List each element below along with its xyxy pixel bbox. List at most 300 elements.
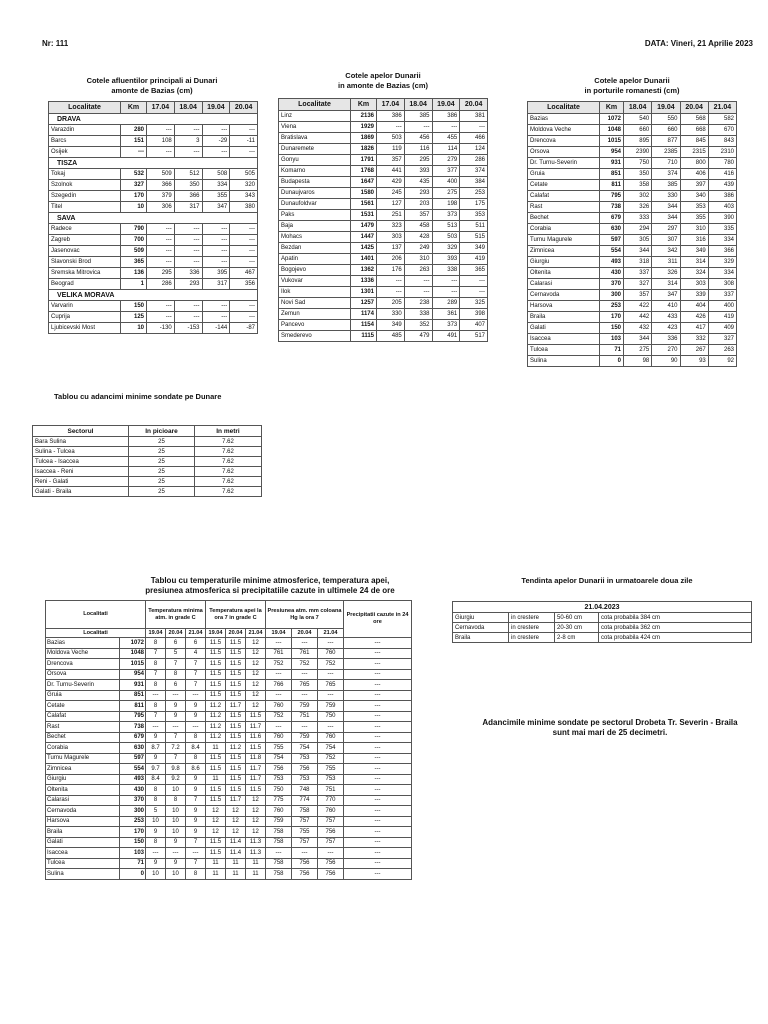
porturi-localitate: Moldova Veche (528, 125, 600, 136)
temp-value: 8 (166, 795, 186, 806)
temp-value: 11.5 (226, 690, 246, 701)
temp-value: 8.7 (146, 743, 166, 754)
afluenti-value: 295 (147, 268, 175, 279)
afluenti-value: -87 (230, 323, 258, 334)
amonte-value: 377 (432, 166, 460, 177)
porturi-value: 329 (708, 257, 736, 268)
amonte-value: 325 (460, 298, 488, 309)
temp-value: --- (344, 648, 412, 659)
afluenti-value: 505 (230, 169, 258, 180)
temp-value: 12 (226, 806, 246, 817)
porturi-value: 355 (680, 213, 708, 224)
porturi-value: 307 (652, 235, 680, 246)
amonte-value: 293 (404, 188, 432, 199)
temp-value: 759 (266, 816, 292, 827)
amonte-value: 384 (460, 177, 488, 188)
temp-localitate: Cernavoda (46, 806, 120, 817)
adancimi-title: Tablou cu adancimi minime sondate pe Dunare (54, 392, 222, 401)
amonte-km: 1869 (351, 133, 377, 144)
temp-value: 7 (186, 669, 206, 680)
porturi-value: 344 (652, 213, 680, 224)
porturi-value: 335 (708, 224, 736, 235)
porturi-value: 349 (680, 246, 708, 257)
temp-value: --- (186, 722, 206, 733)
temp-value: 9 (146, 827, 166, 838)
temp-localitate: Dr. Turnu-Severin (46, 680, 120, 691)
amonte-localitate: Smederevo (279, 331, 351, 342)
amonte-col-header: 17.04 (377, 99, 405, 111)
porturi-value: 330 (652, 191, 680, 202)
temp-value: 7 (166, 732, 186, 743)
afluenti-row (49, 136, 258, 147)
porturi-km: 170 (600, 312, 624, 323)
amonte-value: 310 (404, 254, 432, 265)
temp-value: 752 (318, 753, 344, 764)
afluenti-localitate: Szegedín (49, 191, 121, 202)
temp-value: --- (266, 690, 292, 701)
porturi-value: 263 (708, 345, 736, 356)
amonte-value: 393 (432, 254, 460, 265)
temp-value: --- (344, 659, 412, 670)
afluenti-value: --- (230, 147, 258, 158)
porturi-value: 326 (652, 268, 680, 279)
porturi-km: 253 (600, 301, 624, 312)
porturi-col-header: Km (600, 102, 624, 114)
adancimi-value: 25 (129, 447, 195, 457)
tendinta-localitate: Giurgiu (453, 613, 509, 623)
afluenti-value: --- (230, 235, 258, 246)
temp-value: 6 (186, 638, 206, 649)
temp-value: 10 (146, 816, 166, 827)
temp-value: 11.5 (226, 711, 246, 722)
porturi-value: 334 (708, 235, 736, 246)
porturi-value: 332 (680, 334, 708, 345)
porturi-value: 90 (652, 356, 680, 367)
afluenti-col-header: Km (121, 102, 147, 114)
temp-value: 11.5 (226, 659, 246, 670)
temp-value: 756 (318, 869, 344, 880)
temp-value: --- (344, 806, 412, 817)
porturi-km: 1048 (600, 125, 624, 136)
temp-value: 9 (146, 753, 166, 764)
porturi-value: 439 (708, 180, 736, 191)
porturi-value: 324 (680, 268, 708, 279)
temp-value: 754 (266, 753, 292, 764)
temp-row (46, 764, 412, 775)
temp-value: --- (292, 669, 318, 680)
porturi-value: 422 (624, 301, 652, 312)
afluenti-row (49, 169, 258, 180)
porturi-localitate: Zimnicea (528, 246, 600, 257)
afluenti-value: --- (202, 125, 230, 136)
afluenti-col-header: 18.04 (174, 102, 202, 114)
amonte-km: 1362 (351, 265, 377, 276)
adancimi-sector: Isaccea - Reni (33, 467, 129, 477)
porturi-col-header: 18.04 (624, 102, 652, 114)
temp-km: 253 (120, 816, 146, 827)
tendinta-delta: 2-8 cm (555, 633, 599, 643)
amonte-value: 275 (432, 188, 460, 199)
porturi-value: 406 (680, 169, 708, 180)
temp-localitate: Bazias (46, 638, 120, 649)
adancimi-table (32, 425, 262, 497)
afluenti-localitate: Varvarin (49, 301, 121, 312)
temp-row (46, 827, 412, 838)
temp-km: 738 (120, 722, 146, 733)
temp-km: 795 (120, 711, 146, 722)
temp-value: --- (292, 848, 318, 859)
afluenti-value: -11 (230, 136, 258, 147)
adancimi-value: 7.62 (195, 437, 262, 447)
porturi-value: 400 (708, 301, 736, 312)
afluenti-value: 286 (147, 279, 175, 290)
temp-value: 775 (266, 795, 292, 806)
amonte-title: Cotele apelor Dunarii in amonte de Bazias (cm) (337, 71, 429, 90)
porturi-row (528, 202, 737, 213)
tendinta-delta: 50-60 cm (555, 613, 599, 623)
afluenti-value: 356 (230, 279, 258, 290)
temp-value: 8 (146, 638, 166, 649)
temp-km: 1072 (120, 638, 146, 649)
temp-value: --- (344, 848, 412, 859)
porturi-km: 931 (600, 158, 624, 169)
amonte-km: 1447 (351, 232, 377, 243)
amonte-localitate: Novi Sad (279, 298, 351, 309)
amonte-localitate: Dunaremete (279, 144, 351, 155)
afluenti-title: Cotele afluentilor principali ai Dunari amonte de Bazias (cm) (86, 76, 218, 95)
temp-value: 8 (146, 680, 166, 691)
afluenti-value: --- (202, 246, 230, 257)
temp-value: 11.5 (206, 753, 226, 764)
temp-row (46, 669, 412, 680)
amonte-value: 357 (377, 155, 405, 166)
porturi-row (528, 114, 737, 125)
amonte-value: 511 (460, 221, 488, 232)
amonte-localitate: Budapesta (279, 177, 351, 188)
porturi-value: 294 (624, 224, 652, 235)
porturi-value: 550 (652, 114, 680, 125)
temp-value: --- (266, 638, 292, 649)
amonte-col-header: Km (351, 99, 377, 111)
afluenti-km: 700 (121, 235, 147, 246)
porturi-localitate: Drencova (528, 136, 600, 147)
temp-value: 760 (318, 732, 344, 743)
temp-value: --- (146, 848, 166, 859)
temp-row (46, 648, 412, 659)
adancimi-value: 25 (129, 487, 195, 497)
porturi-localitate: Orsova (528, 147, 600, 158)
amonte-km: 1826 (351, 144, 377, 155)
temp-km: 1048 (120, 648, 146, 659)
afluenti-value: 320 (230, 180, 258, 191)
porturi-value: 334 (708, 268, 736, 279)
temp-localitate: Orsova (46, 669, 120, 680)
porturi-localitate: Galati (528, 323, 600, 334)
temp-value: 750 (266, 785, 292, 796)
porturi-row (528, 224, 737, 235)
afluenti-km: 1 (121, 279, 147, 290)
tendinta-trend: in crestere (509, 633, 555, 643)
temp-value: 9 (146, 858, 166, 869)
amonte-row (279, 166, 488, 177)
afluenti-value: --- (230, 301, 258, 312)
porturi-localitate: Harsova (528, 301, 600, 312)
adancimi-col-header: In picioare (129, 426, 195, 437)
temp-value: 759 (292, 701, 318, 712)
amonte-value: 386 (432, 111, 460, 122)
porturi-km: 851 (600, 169, 624, 180)
porturi-value: 568 (680, 114, 708, 125)
porturi-km: 0 (600, 356, 624, 367)
temp-localitate: Isaccea (46, 848, 120, 859)
temp-km: 0 (120, 869, 146, 880)
temp-value: --- (344, 816, 412, 827)
amonte-km: 1768 (351, 166, 377, 177)
temp-value: 8 (146, 701, 166, 712)
amonte-value: 349 (460, 243, 488, 254)
afluenti-localitate: Titel (49, 202, 121, 213)
amonte-value: 515 (460, 232, 488, 243)
amonte-km: 1257 (351, 298, 377, 309)
porturi-value: 750 (624, 158, 652, 169)
afluenti-localitate: Cuprija (49, 312, 121, 323)
temp-row (46, 711, 412, 722)
temp-date-header: 19.04 (266, 629, 292, 638)
porturi-value: 318 (624, 257, 652, 268)
temp-value: 752 (318, 659, 344, 670)
temp-value: 8 (186, 753, 206, 764)
temp-value: 12 (246, 680, 266, 691)
temp-value: --- (186, 848, 206, 859)
temp-value: 8 (186, 732, 206, 743)
temp-value: 10 (166, 785, 186, 796)
amonte-value: --- (377, 276, 405, 287)
porturi-value: 397 (680, 180, 708, 191)
afluenti-value: --- (174, 301, 202, 312)
amonte-value: 400 (432, 177, 460, 188)
amonte-row (279, 243, 488, 254)
temp-row (46, 816, 412, 827)
amonte-value: 238 (404, 298, 432, 309)
afluenti-localitate: Slavonski Brod (49, 257, 121, 268)
temp-value: 758 (266, 858, 292, 869)
temp-value: --- (344, 701, 412, 712)
adancimi-row (33, 437, 262, 447)
adancimi-row (33, 487, 262, 497)
amonte-localitate: Pancevo (279, 320, 351, 331)
afluenti-value: --- (202, 224, 230, 235)
afluenti-km: 790 (121, 224, 147, 235)
temp-value: 12 (246, 669, 266, 680)
temp-value: 758 (266, 837, 292, 848)
amonte-value: --- (404, 287, 432, 298)
temp-value: 11.7 (246, 722, 266, 733)
temp-value: 11.5 (206, 795, 226, 806)
afluenti-localitate: Tokaj (49, 169, 121, 180)
temp-value: --- (166, 722, 186, 733)
temp-km: 430 (120, 785, 146, 796)
temp-row (46, 869, 412, 880)
porturi-localitate: Bazias (528, 114, 600, 125)
amonte-value: --- (377, 122, 405, 133)
afluenti-localitate: Barcs (49, 136, 121, 147)
temp-localitate: Corabia (46, 743, 120, 754)
amonte-value: 393 (404, 166, 432, 177)
temp-value: 5 (166, 648, 186, 659)
afluenti-group-name: VELIKA MORAVA (49, 290, 258, 301)
temp-value: 760 (266, 806, 292, 817)
temp-value: 11.2 (206, 711, 226, 722)
temp-value: 7 (166, 753, 186, 764)
porturi-value: 344 (652, 202, 680, 213)
temp-value: 11.5 (206, 638, 226, 649)
temp-value: --- (344, 837, 412, 848)
temp-value: 6 (166, 638, 186, 649)
amonte-value: 398 (460, 309, 488, 320)
amonte-value: 176 (377, 265, 405, 276)
afluenti-row (49, 323, 258, 334)
temp-km: 679 (120, 732, 146, 743)
porturi-title: Cotele apelor Dunarii in porturile romanesti (cm) (584, 76, 680, 95)
porturi-value: 410 (652, 301, 680, 312)
porturi-row (528, 323, 737, 334)
temp-localitate: Gruia (46, 690, 120, 701)
temp-value: --- (318, 669, 344, 680)
afluenti-km: 151 (121, 136, 147, 147)
porturi-value: 2315 (680, 147, 708, 158)
afluenti-localitate: Zagreb (49, 235, 121, 246)
afluenti-value: --- (174, 246, 202, 257)
afluenti-localitate: Ljubicevski Most (49, 323, 121, 334)
amonte-value: 253 (460, 188, 488, 199)
afluenti-group-row (49, 290, 258, 301)
amonte-value: 205 (377, 298, 405, 309)
temp-value: 11.5 (206, 837, 226, 848)
temp-value: 750 (318, 711, 344, 722)
afluenti-value: 350 (174, 180, 202, 191)
temp-value: 752 (266, 659, 292, 670)
amonte-km: 1647 (351, 177, 377, 188)
temp-value: 9 (186, 774, 206, 785)
porturi-col-header: 19.04 (652, 102, 680, 114)
temp-value: 11 (206, 743, 226, 754)
porturi-value: 344 (624, 334, 652, 345)
temp-value: 757 (292, 837, 318, 848)
afluenti-row (49, 246, 258, 257)
temp-value: 12 (226, 827, 246, 838)
temp-localitate: Giurgiu (46, 774, 120, 785)
temp-value: 11.5 (206, 785, 226, 796)
amonte-value: 119 (377, 144, 405, 155)
porturi-row (528, 301, 737, 312)
amonte-km: 1115 (351, 331, 377, 342)
temperaturi-title: Tablou cu temperaturile minime atmosferice, temperatura apei, presiunea atmosferica si precipitatiile cazute in ultimele 24 de ore (145, 576, 395, 595)
amonte-row (279, 276, 488, 287)
amonte-localitate: Dunaujvaros (279, 188, 351, 199)
temp-value: 752 (266, 711, 292, 722)
amonte-value: 357 (404, 210, 432, 221)
amonte-localitate: Ilok (279, 287, 351, 298)
porturi-value: 800 (680, 158, 708, 169)
amonte-km: 1154 (351, 320, 377, 331)
temp-value: 9 (186, 827, 206, 838)
temp-value: --- (166, 848, 186, 859)
afluenti-value: --- (147, 125, 175, 136)
temp-value: 11.2 (206, 732, 226, 743)
adancimi-col-header: In metri (195, 426, 262, 437)
amonte-km: 2136 (351, 111, 377, 122)
temp-value: 758 (292, 806, 318, 817)
porturi-row (528, 345, 737, 356)
afluenti-col-header: 20.04 (230, 102, 258, 114)
temp-row (46, 858, 412, 869)
temp-value: 755 (292, 827, 318, 838)
afluenti-km: 150 (121, 301, 147, 312)
amonte-value: 175 (460, 199, 488, 210)
afluenti-value: 343 (230, 191, 258, 202)
temp-value: 11.5 (226, 648, 246, 659)
porturi-value: 417 (680, 323, 708, 334)
temp-value: 757 (318, 837, 344, 848)
amonte-row (279, 144, 488, 155)
temp-value: 761 (266, 648, 292, 659)
afluenti-localitate: Varazdin (49, 125, 121, 136)
temp-value: 11.7 (246, 774, 266, 785)
temp-km: 493 (120, 774, 146, 785)
temp-value: 11.4 (226, 837, 246, 848)
porturi-col-header: 21.04 (708, 102, 736, 114)
porturi-localitate: Giurgiu (528, 257, 600, 268)
temp-value: 748 (292, 785, 318, 796)
temp-value: 11.5 (246, 711, 266, 722)
temp-date-header: 21.04 (318, 629, 344, 638)
tendinta-row (453, 633, 752, 643)
afluenti-col-header: Localitate (49, 102, 121, 114)
temp-value: 11.2 (206, 722, 226, 733)
porturi-km: 738 (600, 202, 624, 213)
amonte-value: --- (460, 122, 488, 133)
temp-value: 753 (292, 753, 318, 764)
amonte-row (279, 210, 488, 221)
amonte-value: 323 (377, 221, 405, 232)
afluenti-km: 532 (121, 169, 147, 180)
temp-localitate: Drencova (46, 659, 120, 670)
temp-km: 150 (120, 837, 146, 848)
porturi-value: 337 (708, 290, 736, 301)
temp-km: 931 (120, 680, 146, 691)
temp-value: 12 (246, 806, 266, 817)
porturi-localitate: Corabia (528, 224, 600, 235)
amonte-value: 517 (460, 331, 488, 342)
temp-value: --- (344, 827, 412, 838)
temp-value: 751 (318, 785, 344, 796)
temp-value: 11.3 (246, 848, 266, 859)
afluenti-row (49, 125, 258, 136)
temp-value: --- (344, 669, 412, 680)
temp-km: 597 (120, 753, 146, 764)
amonte-value: 386 (377, 111, 405, 122)
amonte-km: 1791 (351, 155, 377, 166)
temp-value: 10 (166, 827, 186, 838)
temp-value: 7 (186, 795, 206, 806)
amonte-value: 455 (432, 133, 460, 144)
temp-value: 770 (318, 795, 344, 806)
temp-row (46, 638, 412, 649)
porturi-value: 404 (680, 301, 708, 312)
porturi-value: 305 (624, 235, 652, 246)
temp-value: 766 (266, 680, 292, 691)
temp-value: 12 (246, 690, 266, 701)
